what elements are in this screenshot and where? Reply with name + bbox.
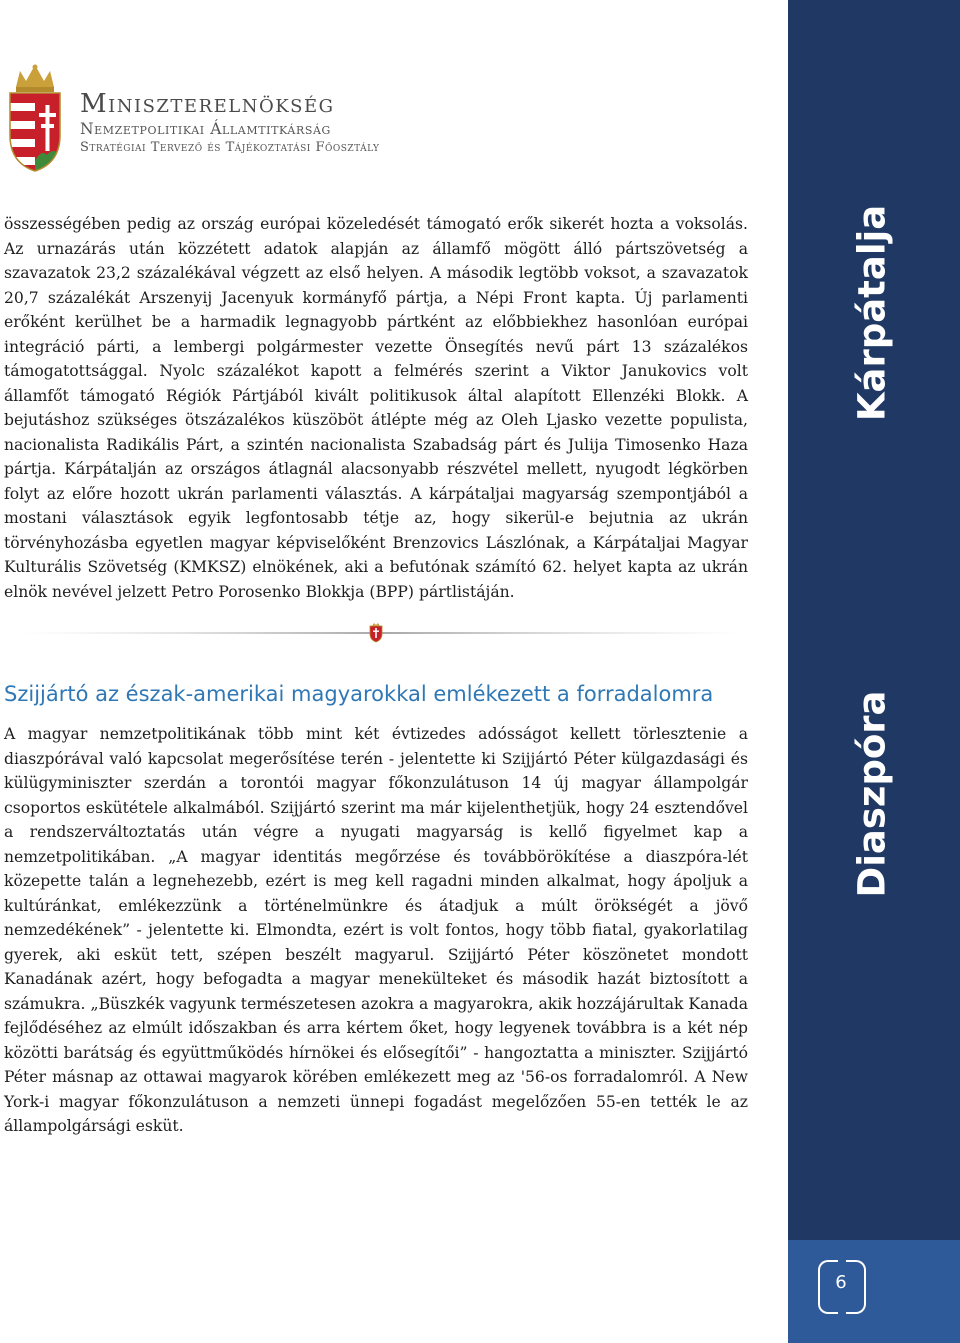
- page-number: 6: [835, 1272, 847, 1293]
- org-subtitle: Nemzetpolitikai Államtitkárság: [80, 120, 331, 138]
- org-department: Stratégiai Tervező és Tájékoztatási Főosztály: [80, 140, 380, 155]
- org-title: Miniszterelnökség: [80, 89, 335, 119]
- hungarian-coat-of-arms-icon: [6, 63, 64, 173]
- page-number-box: [788, 1240, 960, 1343]
- sidebar: [788, 0, 960, 1343]
- organization-name: [80, 89, 380, 157]
- header: [0, 55, 520, 185]
- article-title: Szijjártó az észak-amerikai magyarokkal emlékezett a forradalomra: [4, 682, 714, 706]
- diaszpora-paragraph: A magyar nemzetpolitikának több mint két évtizedes adósságot kellett törlesztenie a diaszpórával való kapcsolat megerősítése terén - jelentette ki Szijjártó Péter külgazdasági és külügyminiszter szerdán a torontói magyar főkonzulátuson 14 új magyar állampolgár csoportos eskütétele alkalmából. Szijjártó szerint ma már kijelenthetjük, hogy 24 esztendővel a rendszerváltoztatás után végre a nyugati magyarság is kellő figyelmet kap a nemzetpolitikában. „A magyar identitás megőrzése és továbbörökítése a diaszpóra-lét közepette talán a legnehezebb, ezért is meg kell ragadni minden alkalmat, hogy ápoljuk a kultúránkat, emlékezzünk a történelmünkre és átadjuk a múlt örökségét a jövő nemzedékének” - jelentette ki. Elmondta, ezért is volt fontos, hogy több fiatal, gyakorlatilag gyerek, aki esküt tett, szépen beszélt magyarul. Szijjártó Péter köszönetet mondott Kanadának azért, hogy befogadta a magyar menekülteket és második hazát biztosított a számukra. „Büszkék vagyunk természetesen azokra a magyarokra, akik hozzájárultak Kanada fejlődéséhez az elmúlt időszakban és arra kértem őket, hogy legyenek továbbra is a két nép közötti barátság és együttműködés hírnökei és elősegítői” - hangoztatta a miniszter. Szijjártó Péter másnap az ottawai magyarok körében emlékezett meg az '56-os forradalomról. A New York-i magyar főkonzulátuson a nemzeti ünnepi fogadást megelőzően 55-en tették le az állampolgársági esküt.: [4, 725, 748, 1135]
- sidebar-label-karpatalja: Kárpátalja: [850, 204, 894, 422]
- small-coat-of-arms-icon: [370, 623, 382, 642]
- sidebar-label-diaszpora: Diaszpóra: [850, 690, 894, 898]
- section-divider: [22, 623, 742, 643]
- karpatalja-paragraph: összességében pedig az ország európai közeledését támogató erők sikerét hozta a voksolás. Az urnazárás után közzétett adatok alapján az államfő mögött álló pártszövetség a szavazatok 23,2 százalékával végzett az első helyen. A második legtöbb voksot, a szavazatok 20,7 százalékát Arszenyij Jacenyuk kormányfő pártja, a Népi Front kapta. Új parlamenti erőként kerülhet be a harmadik legnagyobb pártként az előbbiekhez hasonlóan európai integráció párti, a lembergi polgármester vezette Önsegítés nevű párt 13 százalékos támogatottsággal. Nyolc százalékot kapott a felmérés szerint a Viktor Janukovics volt államfőt támogató Régiók Pártjából kivált politikusok által alapított Ellenzéki Blokk. A bejutáshoz szükséges ötszázalékos küszöböt átlépte még az Oleh Ljasko vezette populista, nacionalista Radikális Párt, a szintén nacionalista Szabadság párt és Julija Timosenko Haza pártja. Kárpátalján az országos átlagnál alacsonyabb részvétel mellett, nyugodt légkörben folyt az előre hozott ukrán parlamenti választás. A kárpátaljai magyarság szempontjából a mostani választások egyik legfontosabb tétje az, hogy sikerül-e bejutnia az ukrán törvényhozásba egyetlen magyar képviselőként Brenzovics Lászlónak, a Kárpátaljai Magyar Kulturális Szövetség (KMKSZ) elnökének, aki a befutónak számító 62. helyet kapta az ukrán elnök nevével jelzett Petro Porosenko Blokkja (BPP) pártlistáján.: [4, 215, 748, 601]
